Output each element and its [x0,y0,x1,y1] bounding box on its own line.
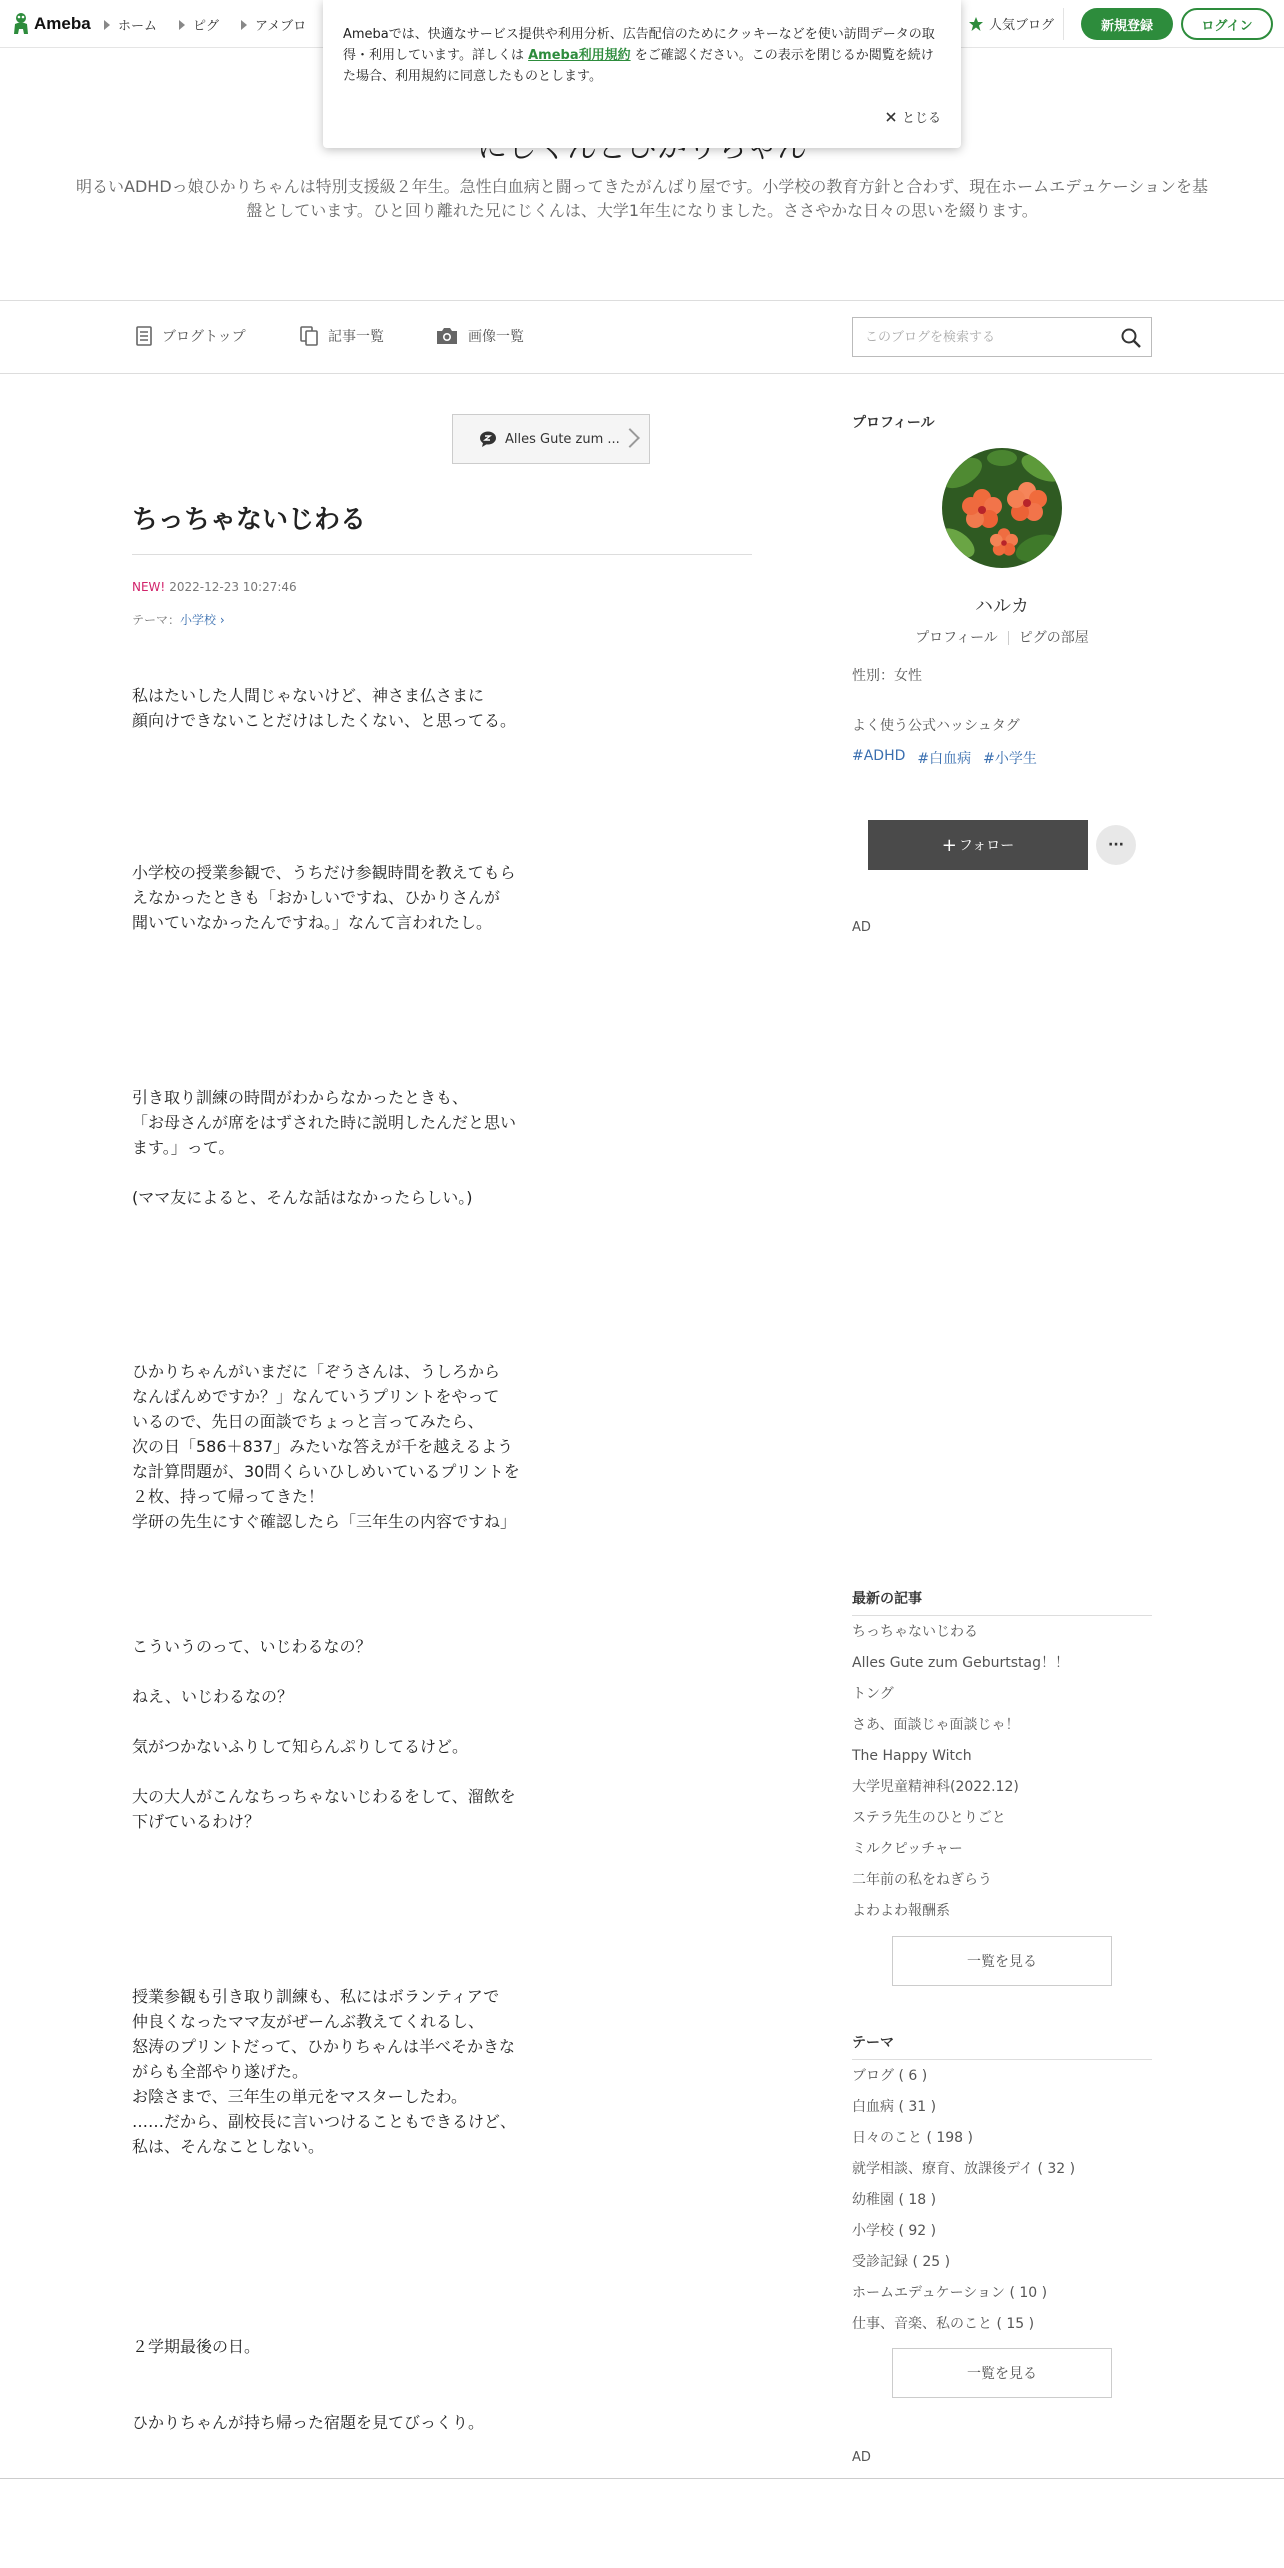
cookie-text [343,24,941,87]
document-icon [136,326,152,346]
article-list-label: 記事一覧 [328,329,384,345]
see-all-posts-button[interactable]: 一覧を見る [892,1936,1112,1986]
recent-post-link[interactable]: さあ、面談じゃ面談じゃ！ [852,1717,1020,1733]
post-paragraph: 引き取り訓練の時間がわからなかったときも、 「お母さんが席をはずされた時に説明したんだと思い ます。」って。 (ママ友によると、そんな話はなかったらしい。) [132,1088,517,1207]
hashtag-heading: よく使う公式ハッシュタグ [852,718,1020,734]
recent-post-link[interactable]: 大学児童精神科(2022.12) [852,1779,1019,1795]
hashtag-list [852,748,1037,768]
post-paragraph: ひかりちゃんが持ち帰った宿題を見てびっくり。 [132,2413,485,2432]
theme-item[interactable]: 幼稚園 ( 18 ) [852,2192,937,2208]
cookie-text-after: をご確認ください。この表示を閉じるか閲覧を続けた場合、利用規約に同意したものとします。 [343,48,934,84]
image-list-label: 画像一覧 [468,329,524,345]
blog-top-link[interactable] [136,326,246,346]
recent-post-link[interactable]: ステラ先生のひとりごと [852,1810,1006,1826]
caret-right-icon [104,20,110,30]
post-paragraph: 小学校の授業参観で、うちだけ参観時間を教えてもら えなかったときも「おかしいですね、ひかりさんが 聞いていなかったんですね。」なんて言われたし。 [132,863,516,932]
post-paragraph: ２学期最後の日。 [132,2337,261,2356]
cookie-close-button[interactable] [886,107,941,126]
article-list-link[interactable] [300,326,384,346]
camera-icon [436,327,458,345]
profile-name[interactable]: ハルカ [975,596,1029,617]
prev-post-title: Alles Gute zum ... [505,431,620,447]
theme-item[interactable]: 就学相談、療育、放課後デイ ( 32 ) [852,2161,1076,2177]
pigg-room-link[interactable]: ピグの部屋 [1018,630,1089,646]
nav-ameblo-label: アメブロ [255,19,307,34]
post-paragraph: ひかりちゃんがいまだに「ぞうさんは、うしろから なんばんめですか？」なんていうプリントをやって いるので、先日の面談でちょっと言ってみたら、 次の日「586＋837」みたいな答えが千を越えるよう な計算問題が、30問くらいひしめいているプリントを ２枚、持って帰ってきた！ 学研の先生にすぐ確認したら「三年生の内容ですね」 [132,1362,520,1531]
nav-home[interactable] [104,15,157,34]
hibiscus-photo [942,448,1062,568]
blog-nav [0,300,1284,374]
post-paragraph: 私はたいした人間じゃないけど、神さま仏さまに 顔向けできないことだけはしたくない、と思ってる。 [132,686,517,730]
post-datetime: 2022-12-23 10:27:46 [169,580,297,594]
profile-heading: プロフィール [852,415,935,431]
profile-link[interactable]: プロフィール [915,630,998,646]
recent-posts-heading: 最新の記事 [852,1588,1152,1616]
divider [1063,8,1064,40]
popular-blogs-link[interactable] [968,14,1054,33]
crown-icon [968,16,984,32]
new-badge: NEW! [132,580,166,594]
themes-heading: テーマ [852,2032,1152,2060]
nav-ameblo[interactable] [241,15,306,34]
avatar[interactable] [942,448,1062,568]
popular-label: 人気ブログ [989,18,1055,33]
post-paragraph: 授業参観も引き取り訓練も、私にはボランティアで 仲良くなったママ友がぜーんぶ教えてくれるし、 怒涛のプリントだって、ひかりちゃんは半べそかきな がらも全部やり遂げた。 お陰さまで、三年生の単元をマスターしたわ。 ……だから、副校長に言いつけることもできるけど、 私は、そんなことしない。 [132,1987,517,2156]
recent-post-link[interactable]: Alles Gute zum Geburtstag！！ [852,1655,1070,1671]
theme-item[interactable]: 日々のこと ( 198 ) [852,2130,973,2146]
blog-search [852,317,1152,357]
theme-item[interactable]: 仕事、音楽、私のこと ( 15 ) [852,2316,1035,2332]
cookie-text-before: Amebaでは、快適なサービス提供や利用分析、広告配信のためにクッキーなどを使い訪問データの取得・利用しています。詳しくは [343,27,935,63]
divider [1008,631,1009,645]
follow-button[interactable] [868,820,1088,870]
theme-prefix: テーマ： [132,613,181,627]
ameba-logo-icon [12,12,30,36]
theme-item[interactable]: 小学校 ( 92 ) [852,2223,937,2239]
theme-item[interactable]: 受診記録 ( 25 ) [852,2254,951,2270]
chat-bubble-icon [479,431,497,447]
caret-right-icon [179,20,185,30]
cookie-banner [323,0,961,148]
recent-post-link[interactable]: The Happy Witch [852,1748,972,1764]
chevron-right-icon [620,428,640,448]
copy-icon [300,326,318,346]
blog-top-label: ブログトップ [162,329,246,345]
ad-label: AD [852,920,871,935]
profile-links [852,627,1152,647]
nav-pigg-label: ピグ [193,19,220,34]
nav-home-label: ホーム [118,19,158,34]
blog-search-input[interactable] [853,318,1103,356]
theme-item[interactable]: ブログ ( 6 ) [852,2068,928,2084]
terms-link[interactable]: Ameba利用規約 [528,48,631,63]
logo-text: Ameba [34,14,91,33]
search-icon[interactable] [1119,326,1143,350]
post-theme [132,611,225,628]
follow-label: フォロー [958,838,1015,854]
recent-post-link[interactable]: トング [852,1686,894,1702]
post-paragraph: こういうのって、いじわるなの？ ねえ、いじわるなの？ 気がつかないふりして知らんぷりしてるけど。 大の大人がこんなちっちゃないじわるをして、溜飲を 下げているわけ？ [132,1637,516,1831]
global-nav [104,15,306,34]
post-date [132,580,297,594]
recent-post-link[interactable]: 二年前の私をねぎらう [852,1872,992,1888]
plus-icon: + [941,834,957,856]
footer-divider [0,2478,1284,2479]
post-title: ちっちゃないじわる [132,500,752,555]
theme-item[interactable]: ホームエデュケーション ( 10 ) [852,2285,1048,2301]
close-icon [886,112,896,122]
profile-gender: 性別：女性 [852,668,922,684]
hashtag-link[interactable]: #ADHD [852,748,906,764]
see-all-themes-button[interactable]: 一覧を見る [892,2348,1112,2398]
image-list-link[interactable] [436,326,524,346]
hashtag-link[interactable]: #白血病 [917,751,972,767]
ameba-logo[interactable] [12,11,91,37]
chevron-right-icon: › [219,613,225,627]
more-options-button[interactable]: ··· [1096,825,1136,865]
theme-item[interactable]: 白血病 ( 31 ) [852,2099,937,2115]
hashtag-link[interactable]: #小学生 [983,751,1037,767]
caret-right-icon [241,20,247,30]
recent-posts-list [852,1622,1152,1932]
recent-post-link[interactable]: よわよわ報酬系 [852,1903,950,1919]
register-button[interactable]: 新規登録 [1081,8,1173,40]
nav-pigg[interactable] [179,15,219,34]
theme-link[interactable]: 小学校 [180,613,217,627]
ad-label: AD [852,2450,871,2465]
recent-post-link[interactable]: ちっちゃないじわる [852,1624,978,1640]
login-button[interactable]: ログイン [1181,8,1273,40]
themes-list [852,2066,1152,2345]
prev-post-link[interactable] [452,414,650,464]
close-label: とじる [901,111,941,126]
blog-description: 明るいADHDっ娘ひかりちゃんは特別支援級２年生。急性白血病と闘ってきたがんばり屋です。小学校の教育方針と合わず、現在ホームエデュケーションを基盤としています。ひと回り離れた兄にじくんは、大学1年生になりました。ささやかな日々の思いを綴ります。 [76,177,1208,220]
recent-post-link[interactable]: ミルクピッチャー [852,1841,963,1857]
